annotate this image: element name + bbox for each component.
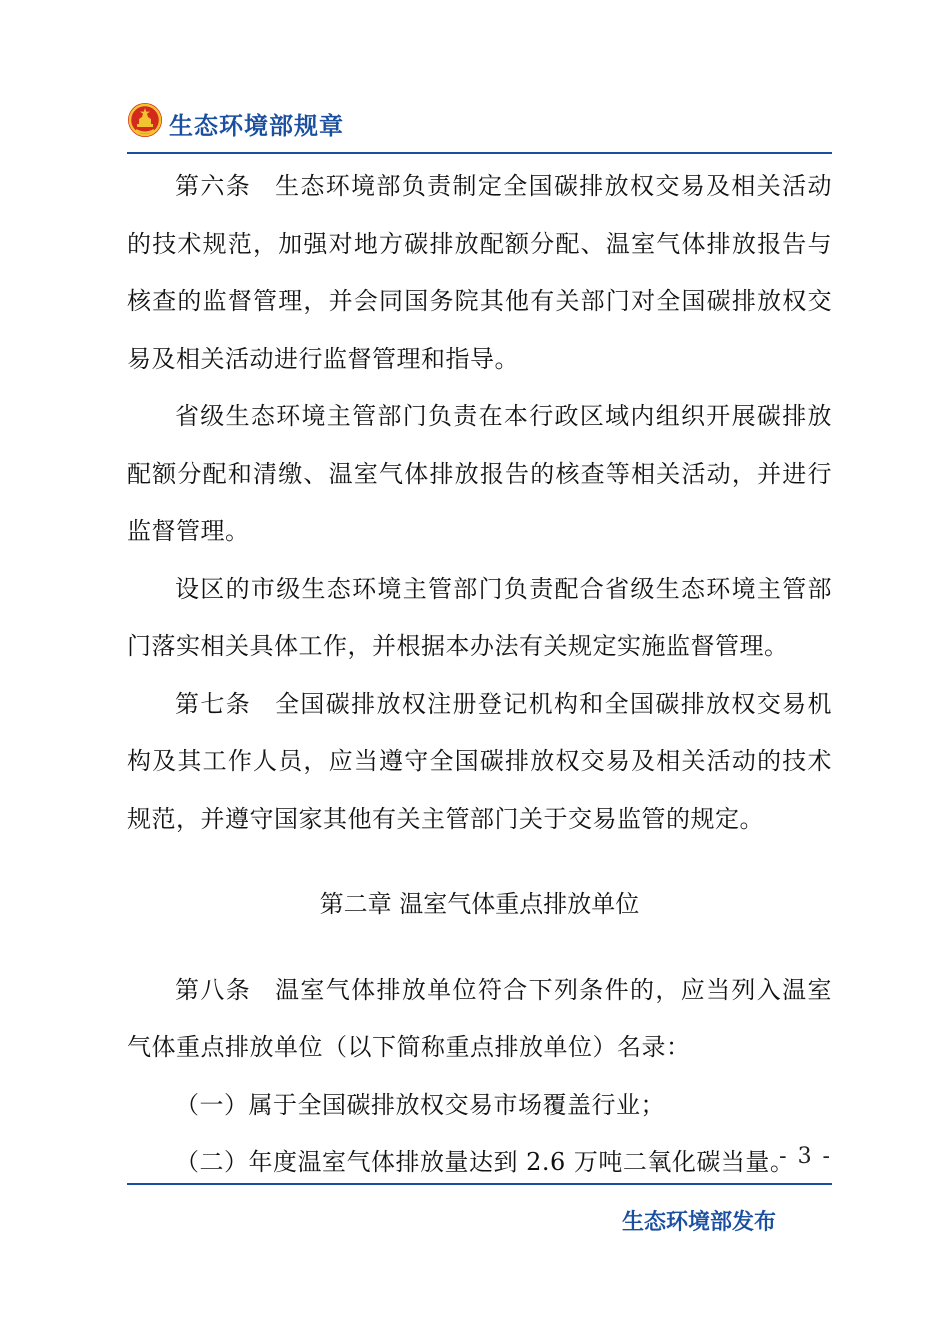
condition-item-1 [127, 1077, 832, 1135]
list-item-text: （二）年度温室气体排放量达到 2.6 万吨二氧化碳当量。 [175, 1148, 795, 1176]
paragraph-text: 设区的市级生态环境主管部门负责配合省级生态环境主管部门落实相关具体工作，并根据本办法有关规定实施监督管理。 [127, 574, 832, 660]
footer-divider [127, 1183, 832, 1185]
article-text: 温室气体排放单位符合下列条件的，应当列入温室气体重点排放单位（以下简称重点排放单位）名录： [127, 975, 832, 1061]
header-title: 生态环境部规章 [169, 112, 344, 140]
provincial-duty-paragraph [127, 388, 832, 561]
list-item-text: （一）属于全国碳排放权交易市场覆盖行业； [175, 1090, 665, 1119]
page-header [127, 100, 832, 148]
paragraph-text: 省级生态环境主管部门负责在本行政区域内组织开展碳排放配额分配和清缴、温室气体排放报告的核查等相关活动，并进行监督管理。 [127, 402, 832, 545]
article-6-paragraph [127, 158, 832, 388]
page-number: - 3 - [779, 1144, 832, 1169]
header-divider [127, 152, 832, 154]
article-label: 第七条 [175, 689, 252, 718]
national-emblem-icon [127, 102, 163, 138]
article-text: 全国碳排放权注册登记机构和全国碳排放权交易机构及其工作人员，应当遵守全国碳排放权交易及相关活动的技术规范，并遵守国家其他有关主管部门关于交易监管的规定。 [127, 689, 832, 833]
article-8-paragraph [127, 962, 832, 1077]
article-text: 生态环境部负责制定全国碳排放权交易及相关活动的技术规范，加强对地方碳排放配额分配、温室气体排放报告与核查的监督管理，并会同国务院其他有关部门对全国碳排放权交易及相关活动进行监督管理和指导。 [127, 172, 832, 373]
footer-publisher: 生态环境部发布 [621, 1210, 776, 1235]
article-7-paragraph [127, 676, 832, 849]
municipal-duty-paragraph [127, 561, 832, 676]
article-label: 第六条 [175, 172, 252, 200]
article-label: 第八条 [175, 975, 252, 1004]
chapter-heading: 第二章 温室气体重点排放单位 [319, 890, 640, 918]
document-body [127, 158, 832, 1192]
